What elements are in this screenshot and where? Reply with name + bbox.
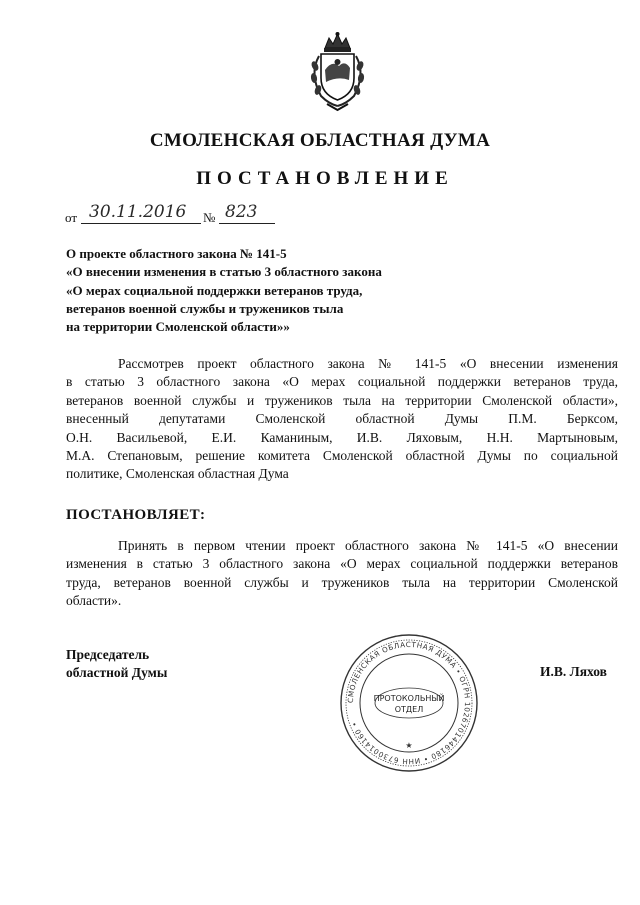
- stamp-inner-line: ОТДЕЛ: [394, 705, 424, 714]
- paragraph-line: внесенный депутатами Смоленской областной Думы П.М. Берксом,: [66, 411, 618, 427]
- paragraph-line: ветеранов военной службы и тружеников тыла на территории Смоленской области»,: [66, 392, 618, 408]
- handwritten-number: 823: [225, 202, 258, 222]
- paragraph-line: труда, ветеранов военной службы и тружеников тыла на территории Смоленской: [66, 574, 618, 590]
- stamp-inner-line: ПРОТОКОЛЬНЫЙ: [373, 694, 445, 703]
- subject-line: на территории Смоленской области»»: [66, 319, 290, 335]
- date-prefix: от: [65, 210, 78, 225]
- handwritten-date: 30.11.2016: [89, 202, 187, 222]
- signatory-name: И.В. Ляхов: [540, 664, 607, 679]
- round-stamp-icon: [338, 632, 480, 774]
- signatory-title-line: Председатель: [66, 647, 150, 662]
- paragraph-line: М.А. Степановым, решение комитета Смоленской областной Думы по социальной: [66, 448, 618, 464]
- organization-title: СМОЛЕНСКАЯ ОБЛАСТНАЯ ДУМА: [149, 130, 491, 151]
- preamble-paragraph: [66, 355, 618, 484]
- document-type-title: ПОСТАНОВЛЕНИЕ: [196, 168, 454, 189]
- paragraph-line: Принять в первом чтении проект областного закона № 141-5 «О внесении: [118, 538, 618, 553]
- signatory-title: [66, 646, 167, 682]
- subject-line: «О внесении изменения в статью 3 областного закона: [66, 264, 382, 280]
- resolution-paragraph: [66, 537, 618, 611]
- stamp-ring-text: СМОЛЕНСКАЯ ОБЛАСТНАЯ ДУМА • ОГРН 1026701446180 • ИНН 6730014160 •: [345, 639, 473, 767]
- subject-block: [66, 245, 382, 336]
- number-prefix: №: [203, 210, 216, 225]
- stamp-star-icon: ★: [405, 741, 413, 750]
- paragraph-line: О.Н. Васильевой, Е.И. Каманиным, И.В. Ляховым, Н.Н. Мартыновым,: [66, 429, 618, 445]
- number-underline: [219, 223, 275, 224]
- paragraph-line: изменения в статью 3 областного закона «О мерах социальной поддержки ветеранов: [66, 556, 618, 572]
- coat-of-arms-icon: [305, 30, 370, 112]
- paragraph-line: политике, Смоленская областная Дума: [66, 466, 289, 482]
- paragraph-line: в статью 3 областного закона «О мерах социальной поддержки ветеранов труда,: [66, 374, 618, 390]
- date-underline: [81, 223, 201, 224]
- paragraph-line: Рассмотрев проект областного закона № 141-5 «О внесении изменения: [118, 356, 618, 371]
- resolves-heading: ПОСТАНОВЛЯЕТ:: [66, 507, 206, 523]
- subject-line: О проекте областного закона № 141-5: [66, 246, 287, 261]
- paragraph-line: области».: [66, 593, 122, 609]
- subject-line: «О мерах социальной поддержки ветеранов труда,: [66, 282, 363, 298]
- subject-line: ветеранов военной службы и тружеников тыла: [66, 300, 344, 316]
- signatory-title-line: областной Думы: [66, 665, 168, 680]
